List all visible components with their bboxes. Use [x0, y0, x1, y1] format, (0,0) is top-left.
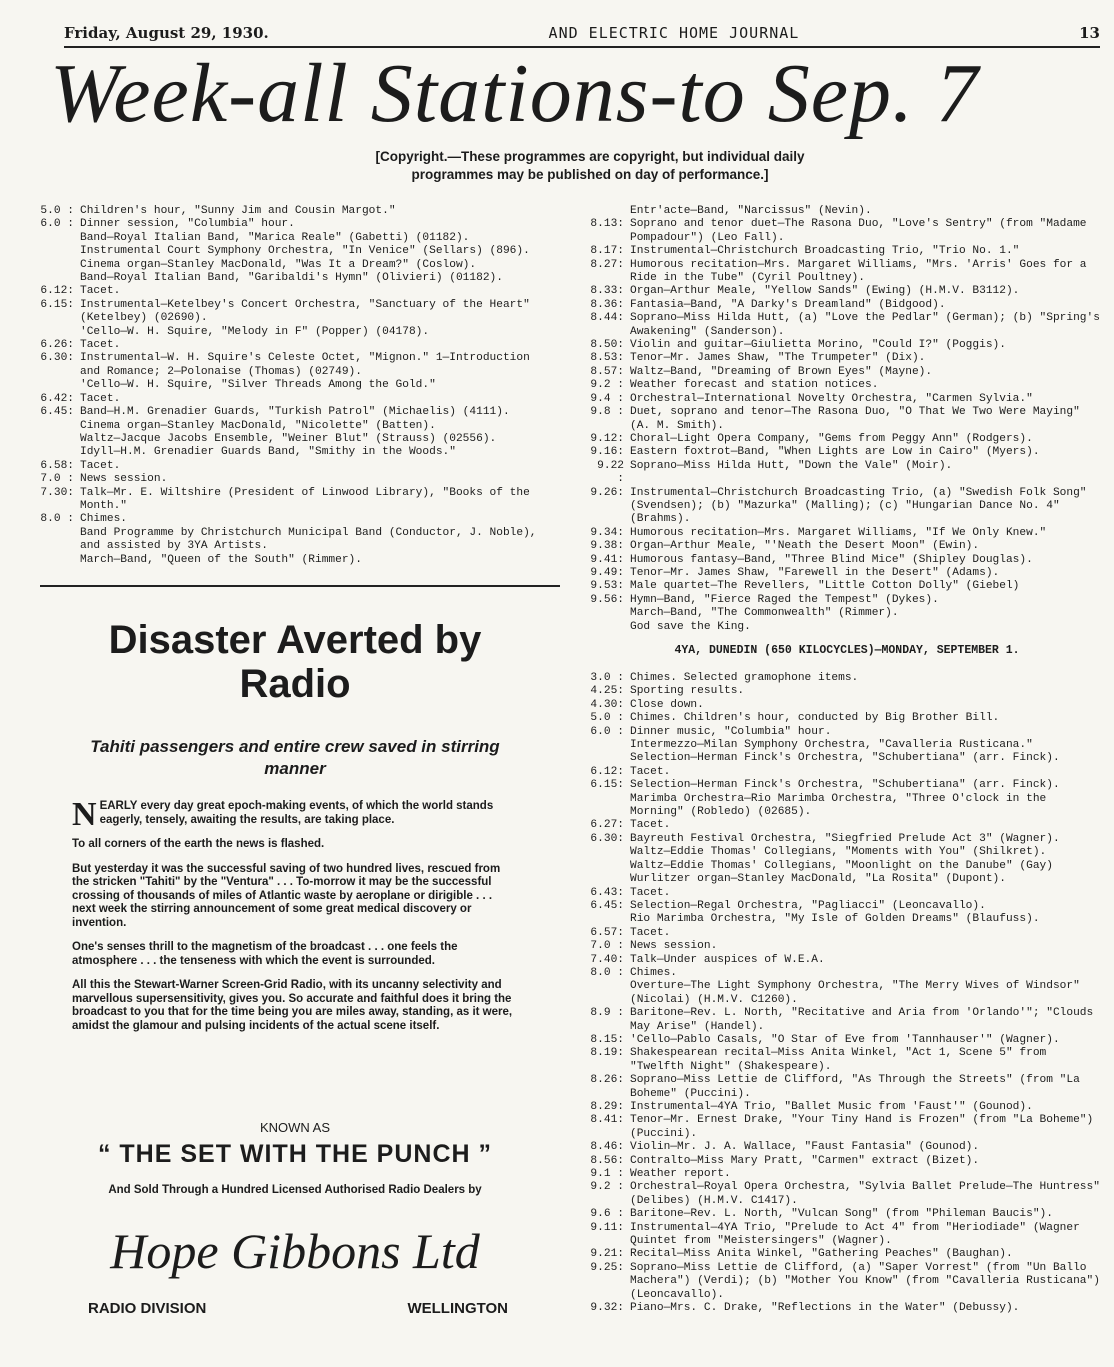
- program-text: Tacet.: [630, 926, 671, 939]
- program-text: Piano—Mrs. C. Drake, "Reflections in the Water" (Debussy).: [630, 1302, 1020, 1315]
- program-entry: [590, 259, 1104, 286]
- program-text: March—Band, "Queen of the South" (Rimmer).: [80, 553, 362, 566]
- program-entry: [40, 473, 552, 486]
- ad-paragraph: EARLY every day great epoch-making events, of which the world stands eagerly, tensely, awaiting the results, are taking place.: [99, 800, 494, 826]
- program-time: 8.0 :: [590, 966, 624, 979]
- program-column-left: [40, 205, 552, 567]
- program-entry: [590, 218, 1104, 245]
- program-text: Tacet.: [630, 819, 671, 832]
- program-time: 9.56:: [590, 593, 624, 606]
- program-entry: [40, 446, 552, 459]
- program-entry: [590, 366, 1104, 379]
- program-text: Entr'acte—Band, "Narcissus" (Nevin).: [630, 205, 872, 217]
- program-entry: [590, 487, 1104, 527]
- program-entry: [590, 460, 1104, 487]
- ad-headline: Disaster Averted by Radio: [108, 618, 482, 706]
- program-entry: [590, 1141, 1104, 1154]
- program-text: Instrumental—Ketelbey's Concert Orchestra, "Sanctuary of the Heart" (Ketelbey) (02690).: [80, 298, 530, 325]
- program-time: 8.50:: [590, 339, 624, 352]
- program-entry: [590, 940, 1104, 953]
- program-time: 6.58:: [40, 459, 74, 472]
- program-text: Instrumental—4YA Trio, "Prelude to Act 4" from "Heriodiade" (Wagner Quintet from "Meistersingers" (Wagner).: [630, 1221, 1080, 1248]
- program-text: Chimes.: [630, 966, 677, 979]
- program-time: 8.44:: [590, 312, 624, 325]
- program-entry: [590, 1168, 1104, 1181]
- program-time: [40, 245, 80, 258]
- program-time: 6.45:: [590, 899, 624, 912]
- program-entry: [590, 1248, 1104, 1261]
- program-time: 6.15:: [40, 298, 74, 311]
- program-text: Instrumental Court Symphony Orchestra, "In Venice" (Sellars) (896).: [80, 245, 530, 258]
- program-time: [590, 793, 630, 820]
- program-time: 9.32:: [590, 1302, 624, 1315]
- program-text: Tacet.: [80, 392, 121, 405]
- program-entry: [590, 779, 1104, 792]
- program-time: 7.0 :: [40, 473, 74, 486]
- ad-division: RADIO DIVISION: [88, 1300, 207, 1317]
- program-text: Baritone—Rev. L. North, "Vulcan Song" (from "Phileman Baucis").: [630, 1208, 1053, 1221]
- program-entry: [590, 285, 1104, 298]
- ad-paragraph: To all corners of the earth the news is flashed.: [72, 838, 325, 850]
- program-time: [40, 527, 80, 554]
- program-text: Marimba Orchestra—Rio Marimba Orchestra, "Three O'clock in the Morning" (Robledo) (02685).: [630, 792, 1047, 819]
- program-entry: [590, 1155, 1104, 1168]
- program-text: Instrumental—4YA Trio, "Ballet Music from 'Faust'" (Gounod).: [630, 1101, 1033, 1113]
- program-entry: [590, 1302, 1104, 1315]
- program-text: Rio Marimba Orchestra, "My Isle of Golden Dreams" (Blaufuss).: [630, 913, 1040, 926]
- program-entry: [590, 607, 1104, 620]
- program-entry: [590, 927, 1104, 940]
- program-text: Chimes. Children's hour, conducted by Big Brother Bill.: [630, 712, 1000, 725]
- program-text: Close down.: [630, 698, 704, 711]
- program-entry: [590, 672, 1104, 685]
- program-text: Tenor—Mr. James Shaw, "Farewell in the Desert" (Adams).: [630, 566, 1000, 579]
- program-entry: [40, 554, 552, 567]
- program-time: 8.53:: [590, 352, 624, 365]
- program-entry: [40, 460, 552, 473]
- program-text: Duet, soprano and tenor—The Rasona Duo, "O That We Two Were Maying" (A. M. Smith).: [630, 406, 1080, 432]
- program-entry: [590, 554, 1104, 567]
- ad-city: WELLINGTON: [407, 1300, 508, 1317]
- program-time: [590, 607, 630, 620]
- ad-subhead: Tahiti passengers and entire crew saved in stirring manner: [90, 737, 500, 778]
- program-entry: [590, 846, 1104, 859]
- program-entry: [590, 446, 1104, 459]
- divider: [40, 585, 560, 587]
- program-time: 7.0 :: [590, 940, 624, 953]
- program-time: [590, 860, 630, 873]
- program-time: [40, 259, 80, 272]
- program-text: Band Programme by Christchurch Municipal Band (Conductor, J. Noble), and assisted by 3YA Artists.: [80, 526, 537, 553]
- program-text: Humorous fantasy—Band, "Three Blind Mice" (Shipley Douglas).: [630, 553, 1033, 566]
- program-column-right-top: [590, 205, 1104, 634]
- program-text: Tacet.: [80, 339, 121, 352]
- program-time: [590, 739, 630, 752]
- program-time: [40, 554, 80, 567]
- program-text: Tacet.: [630, 765, 671, 778]
- program-time: 8.46:: [590, 1141, 624, 1154]
- header-page-number: 13: [1079, 24, 1100, 42]
- ad-slogan: “ THE SET WITH THE PUNCH ”: [97, 1140, 493, 1168]
- program-text: 'Cello—W. H. Squire, "Melody in F" (Popper) (04178).: [80, 325, 430, 338]
- program-time: 9.12:: [590, 432, 624, 445]
- program-time: [590, 205, 630, 218]
- program-text: Soprano—Miss Hilda Hutt, "Down the Vale" (Moir).: [630, 459, 953, 472]
- program-time: 6.30:: [590, 832, 624, 845]
- header-journal: AND ELECTRIC HOME JOURNAL: [548, 24, 800, 42]
- program-time: 6.0 :: [40, 218, 74, 231]
- program-entry: [590, 913, 1104, 926]
- program-text: 'Cello—W. H. Squire, "Silver Threads Among the Gold.": [80, 379, 436, 392]
- program-text: Humorous recitation—Mrs. Margaret Williams, "Mrs. 'Arris' Goes for a Ride in the Tube" (Cyril Poultney).: [630, 258, 1087, 285]
- program-text: Humorous recitation—Mrs. Margaret Williams, "If We Only Knew.": [630, 526, 1047, 539]
- program-entry: [590, 594, 1104, 607]
- program-entry: [590, 527, 1104, 540]
- program-text: Tenor—Mr. Ernest Drake, "Your Tiny Hand is Frozen" (from "La Boheme") (Puccini).: [630, 1114, 1094, 1140]
- program-time: [590, 846, 630, 859]
- program-time: 3.0 :: [590, 672, 624, 684]
- header-date: Friday, August 29, 1930.: [64, 24, 269, 42]
- program-text: Tenor—Mr. James Shaw, "The Trumpeter" (Dix).: [630, 352, 926, 365]
- program-text: Choral—Light Opera Company, "Gems from Peggy Ann" (Rodgers).: [630, 432, 1033, 445]
- program-time: [590, 913, 630, 926]
- program-time: [40, 420, 80, 433]
- program-text: Waltz—Jacque Jacobs Ensemble, "Weiner Blut" (Strauss) (02556).: [80, 432, 497, 445]
- program-time: 9.8 :: [590, 406, 624, 419]
- program-entry: [590, 967, 1104, 980]
- program-text: Band—Royal Italian Band, "Garibaldi's Hymn" (Olivieri) (01182).: [80, 272, 503, 285]
- hope-gibbons-logo: Hope Gibbons Ltd: [110, 1223, 480, 1279]
- program-entry: [590, 860, 1104, 873]
- program-time: [40, 446, 80, 459]
- program-time: 8.57:: [590, 365, 624, 378]
- program-time: 9.53:: [590, 580, 624, 593]
- program-entry: [40, 299, 552, 326]
- program-time: 9.34:: [590, 526, 624, 539]
- program-entry: [590, 699, 1104, 712]
- program-time: 7.40:: [590, 953, 624, 966]
- program-time: 4.30:: [590, 698, 624, 711]
- program-entry: [590, 1007, 1104, 1034]
- program-entry: [40, 406, 552, 419]
- program-text: Weather report.: [630, 1168, 731, 1181]
- program-text: Dinner session, "Columbia" hour.: [80, 218, 295, 231]
- program-text: Talk—Mr. E. Wiltshire (President of Linwood Library), "Books of the Month.": [80, 486, 530, 512]
- program-entry: [40, 245, 552, 258]
- program-time: 6.12:: [40, 285, 74, 298]
- program-time: [590, 873, 630, 886]
- program-entry: [590, 580, 1104, 593]
- program-entry: [590, 726, 1104, 739]
- program-entry: [590, 793, 1104, 820]
- program-text: Instrumental—W. H. Squire's Celeste Octet, "Mignon." 1—Introduction and Romance; 2—Polonaise (Thomas) (02749).: [80, 352, 530, 378]
- program-entry: [590, 245, 1104, 258]
- program-entry: [40, 285, 552, 298]
- program-text: Violin—Mr. J. A. Wallace, "Faust Fantasia" (Gounod).: [630, 1141, 980, 1154]
- program-text: Baritone—Rev. L. North, "Recitative and Aria from 'Orlando'"; "Clouds May Arise" (Handel).: [630, 1007, 1094, 1033]
- program-entry: [590, 887, 1104, 900]
- program-time: 9.26:: [590, 486, 624, 499]
- program-entry: [590, 1114, 1104, 1141]
- program-time: [40, 326, 80, 339]
- program-text: God save the King.: [630, 620, 751, 633]
- program-time: 9.22 :: [597, 459, 624, 486]
- program-text: News session.: [80, 473, 168, 486]
- program-entry: [590, 1101, 1104, 1114]
- program-time: 4.25:: [590, 685, 624, 698]
- program-entry: [590, 1074, 1104, 1101]
- program-text: Waltz—Eddie Thomas' Collegians, "Moonlight on the Danube" (Gay): [630, 859, 1053, 872]
- program-entry: [590, 685, 1104, 698]
- program-entry: [40, 352, 552, 379]
- program-time: 8.27:: [590, 258, 624, 271]
- ad-paragraph: All this the Stewart-Warner Screen-Grid Radio, with its uncanny selectivity and marvellous supersensitivity, gives you. So accurate and faithful does it bring the broadcast to you that for the time being you are miles away, standing, as it were, amidst the glamour and pulsing incidents of the actual scene itself.: [72, 979, 513, 1032]
- program-text: Violin and guitar—Giulietta Morino, "Could I?" (Poggis).: [630, 339, 1006, 352]
- program-text: Intermezzo—Milan Symphony Orchestra, "Cavalleria Rusticana.": [630, 739, 1033, 752]
- program-text: Bayreuth Festival Orchestra, "Siegfried Prelude Act 3" (Wagner).: [630, 832, 1060, 845]
- program-time: 6.57:: [590, 926, 624, 939]
- program-text: Soprano and tenor duet—The Rasona Duo, "Love's Sentry" (from "Madame Pompadour") (Leo Fall).: [630, 218, 1087, 244]
- program-text: Organ—Arthur Meale, "Yellow Sands" (Ewing) (H.M.V. B3112).: [630, 285, 1020, 298]
- program-text: Soprano—Miss Lettie de Clifford, "As Through the Streets" (from "La Boheme" (Puccini).: [630, 1074, 1080, 1100]
- program-time: 8.0 :: [40, 513, 74, 526]
- program-time: 9.16:: [590, 446, 624, 459]
- program-entry: [590, 1047, 1104, 1074]
- program-text: Orchestral—Royal Opera Orchestra, "Sylvia Ballet Prelude—The Huntress" (Delibes) (H.M.V. C1417).: [630, 1181, 1100, 1207]
- program-entry: [40, 393, 552, 406]
- program-entry: [40, 527, 552, 554]
- program-entry: [590, 393, 1104, 406]
- program-entry: [40, 339, 552, 352]
- program-entry: [590, 1034, 1104, 1047]
- program-time: 8.9 :: [590, 1007, 624, 1020]
- program-time: 6.43:: [590, 886, 624, 899]
- program-entry: [590, 352, 1104, 365]
- program-entry: [590, 567, 1104, 580]
- program-time: [40, 379, 80, 392]
- program-time: 9.21:: [590, 1248, 624, 1261]
- program-time: 9.41:: [590, 553, 624, 566]
- program-text: Orchestral—International Novelty Orchestra, "Carmen Sylvia.": [630, 392, 1033, 405]
- program-text: March—Band, "The Commonwealth" (Rimmer).: [630, 607, 899, 620]
- program-text: Organ—Arthur Meale, "'Neath the Desert Moon" (Ewin).: [630, 540, 980, 553]
- program-entry: [40, 487, 552, 514]
- copyright-notice: [Copyright.—These programmes are copyright, but individual daily programmes may be published on day of performance.]: [375, 149, 805, 182]
- program-entry: [590, 1208, 1104, 1221]
- program-time: 8.15:: [590, 1033, 624, 1046]
- program-text: Fantasia—Band, "A Darky's Dreamland" (Bidgood).: [630, 298, 946, 311]
- program-entry: [590, 739, 1104, 752]
- program-entry: [590, 900, 1104, 913]
- program-entry: [590, 299, 1104, 312]
- program-text: Sporting results.: [630, 685, 745, 698]
- program-text: Shakespearean recital—Miss Anita Winkel, "Act 1, Scene 5" from "Twelfth Night" (Shakespeare).: [630, 1047, 1047, 1073]
- program-text: Contralto—Miss Mary Pratt, "Carmen" extract (Bizet).: [630, 1154, 980, 1167]
- program-time: 9.4 :: [590, 392, 624, 405]
- program-entry: [590, 1181, 1104, 1208]
- program-time: [40, 272, 80, 285]
- program-entry: [40, 259, 552, 272]
- program-time: 8.19:: [590, 1047, 624, 1060]
- program-text: Band—H.M. Grenadier Guards, "Turkish Patrol" (Michaelis) (4111).: [80, 406, 510, 419]
- program-time: [40, 433, 80, 446]
- program-time: 8.41:: [590, 1114, 624, 1127]
- program-time: 9.25:: [590, 1261, 624, 1274]
- program-text: Weather forecast and station notices.: [630, 379, 879, 392]
- program-text: Band—Royal Italian Band, "Marica Reale" (Gabetti) (01182).: [80, 231, 470, 244]
- program-text: Waltz—Band, "Dreaming of Brown Eyes" (Mayne).: [630, 365, 933, 378]
- program-entry: [590, 312, 1104, 339]
- program-column-right-bottom: [590, 672, 1104, 1316]
- program-time: [590, 980, 630, 1007]
- program-time: 9.1 :: [590, 1168, 624, 1181]
- program-time: 7.30:: [40, 486, 74, 499]
- program-time: [590, 752, 630, 765]
- program-entry: [590, 833, 1104, 846]
- program-entry: [590, 752, 1104, 765]
- program-time: 9.2 :: [590, 379, 624, 392]
- program-time: 8.36:: [590, 298, 624, 311]
- program-time: 6.27:: [590, 819, 624, 832]
- ad-footer: [88, 1300, 508, 1317]
- program-entry: [590, 433, 1104, 446]
- ad-body: [72, 796, 518, 1044]
- program-text: Selection—Herman Finck's Orchestra, "Schubertiana" (arr. Finck).: [630, 752, 1060, 765]
- program-entry: [590, 621, 1104, 634]
- banner-title: Week-all Stations-to Sep. 7: [50, 47, 980, 140]
- program-text: Tacet.: [80, 285, 121, 298]
- program-time: 6.0 :: [590, 725, 624, 738]
- program-text: Tacet.: [80, 459, 121, 472]
- program-text: Tacet.: [630, 886, 671, 899]
- program-entry: [590, 205, 1104, 218]
- program-time: [590, 621, 630, 634]
- program-text: Idyll—H.M. Grenadier Guards Band, "Smithy in the Woods.": [80, 446, 456, 459]
- program-time: 8.13:: [590, 218, 624, 231]
- program-entry: [590, 712, 1104, 725]
- program-text: Cinema organ—Stanley MacDonald, "Was It a Dream?" (Coslow).: [80, 258, 477, 271]
- program-entry: [590, 406, 1104, 433]
- program-text: Recital—Miss Anita Winkel, "Gathering Peaches" (Baughan).: [630, 1248, 1013, 1261]
- program-entry: [590, 379, 1104, 392]
- program-time: 6.12:: [590, 765, 624, 778]
- program-time: 6.26:: [40, 339, 74, 352]
- program-time: 9.2 :: [590, 1181, 624, 1194]
- ad-paragraph: One's senses thrill to the magnetism of the broadcast . . . one feels the atmosphere . . . the tenseness with which the event is surrounded.: [72, 941, 458, 967]
- program-text: Soprano—Miss Lettie de Clifford, (a) "Saper Vorrest" (from "Un Ballo Machera") (Verdi); (b) "Mother You Know" (from "Cavalleria Rusticana") (Leoncavallo).: [630, 1261, 1100, 1301]
- program-text: Male quartet—The Revellers, "Little Cotton Dolly" (Giebel): [630, 580, 1020, 593]
- program-time: 8.56:: [590, 1154, 624, 1167]
- program-entry: [40, 272, 552, 285]
- program-entry: [40, 218, 552, 231]
- program-entry: [590, 540, 1104, 553]
- program-entry: [590, 980, 1104, 1007]
- ad-dealers-line: And Sold Through a Hundred Licensed Authorised Radio Dealers by: [108, 1184, 482, 1196]
- program-text: Chimes.: [80, 513, 127, 526]
- program-time: 8.29:: [590, 1101, 624, 1113]
- program-text: Selection—Regal Orchestra, "Pagliacci" (Leoncavallo).: [630, 899, 986, 912]
- program-time: 8.33:: [590, 285, 624, 298]
- program-entry: [590, 1222, 1104, 1249]
- program-time: 9.49:: [590, 566, 624, 579]
- program-entry: [40, 232, 552, 245]
- program-entry: [40, 326, 552, 339]
- program-entry: [40, 205, 552, 218]
- program-text: Wurlitzer organ—Stanley MacDonald, "La Rosita" (Dupont).: [630, 873, 1006, 886]
- program-text: Talk—Under auspices of W.E.A.: [630, 953, 825, 966]
- page-header: [64, 14, 1100, 48]
- section-title-4ya: 4YA, DUNEDIN (650 KILOCYCLES)—MONDAY, SEPTEMBER 1.: [674, 644, 1020, 657]
- ad-dropcap: N: [72, 796, 97, 833]
- program-text: Dinner music, "Columbia" hour.: [630, 725, 832, 738]
- program-time: 5.0 :: [40, 205, 74, 217]
- program-text: Instrumental—Christchurch Broadcasting Trio, (a) "Swedish Folk Song" (Svendsen); (b) "Mazurka" (Malling); (c) "Hungarian Dance No. 4" (Brahms).: [630, 486, 1087, 526]
- program-entry: [590, 339, 1104, 352]
- program-text: Hymn—Band, "Fierce Raged the Tempest" (Dykes).: [630, 593, 939, 606]
- ad-paragraph: But yesterday it was the successful saving of two hundred lives, rescued from the stricken "Tahiti" by the "Ventura" . . . To-morrow it may be the successful crossing of thousands of miles of Atlantic waste by aeroplane or dirigible . . . next week the stirring announcement of some great medical discovery or invention.: [72, 862, 501, 929]
- program-text: Overture—The Light Symphony Orchestra, "The Merry Wives of Windsor" (Nicolai) (H.M.V. C1260).: [630, 980, 1080, 1006]
- program-time: 8.17:: [590, 245, 624, 258]
- program-time: 9.6 :: [590, 1208, 624, 1221]
- program-time: 9.38:: [590, 540, 624, 553]
- program-text: Eastern foxtrot—Band, "When Lights are Low in Cairo" (Myers).: [630, 446, 1040, 459]
- program-text: News session.: [630, 940, 718, 953]
- program-text: Selection—Herman Finck's Orchestra, "Schubertiana" (arr. Finck).: [630, 779, 1060, 792]
- program-entry: [40, 379, 552, 392]
- program-entry: [40, 420, 552, 433]
- program-time: 6.30:: [40, 352, 74, 365]
- program-entry: [40, 433, 552, 446]
- program-entry: [590, 873, 1104, 886]
- program-time: 5.0 :: [590, 712, 624, 725]
- program-entry: [590, 1262, 1104, 1302]
- program-entry: [590, 954, 1104, 967]
- program-entry: [590, 819, 1104, 832]
- program-time: 6.42:: [40, 392, 74, 405]
- program-text: 'Cello—Pablo Casals, "O Star of Eve from 'Tannhauser'" (Wagner).: [630, 1033, 1060, 1046]
- program-entry: [590, 766, 1104, 779]
- program-text: Waltz—Eddie Thomas' Collegians, "Moments with You" (Shilkret).: [630, 846, 1047, 859]
- program-time: [40, 232, 80, 245]
- program-text: Cinema organ—Stanley MacDonald, "Nicolette" (Batten).: [80, 419, 436, 432]
- program-entry: [40, 513, 552, 526]
- program-text: Children's hour, "Sunny Jim and Cousin Margot.": [80, 205, 396, 217]
- ad-known-as: KNOWN AS: [259, 1120, 331, 1135]
- program-time: 9.11:: [590, 1221, 624, 1234]
- program-time: 6.45:: [40, 406, 74, 419]
- program-text: Chimes. Selected gramophone items.: [630, 672, 859, 684]
- program-time: 6.15:: [590, 779, 624, 792]
- program-text: Soprano—Miss Hilda Hutt, (a) "Love the Pedlar" (German); (b) "Spring's Awakening" (Sanderson).: [630, 312, 1100, 338]
- program-text: Instrumental—Christchurch Broadcasting Trio, "Trio No. 1.": [630, 245, 1020, 258]
- program-time: 8.26:: [590, 1074, 624, 1087]
